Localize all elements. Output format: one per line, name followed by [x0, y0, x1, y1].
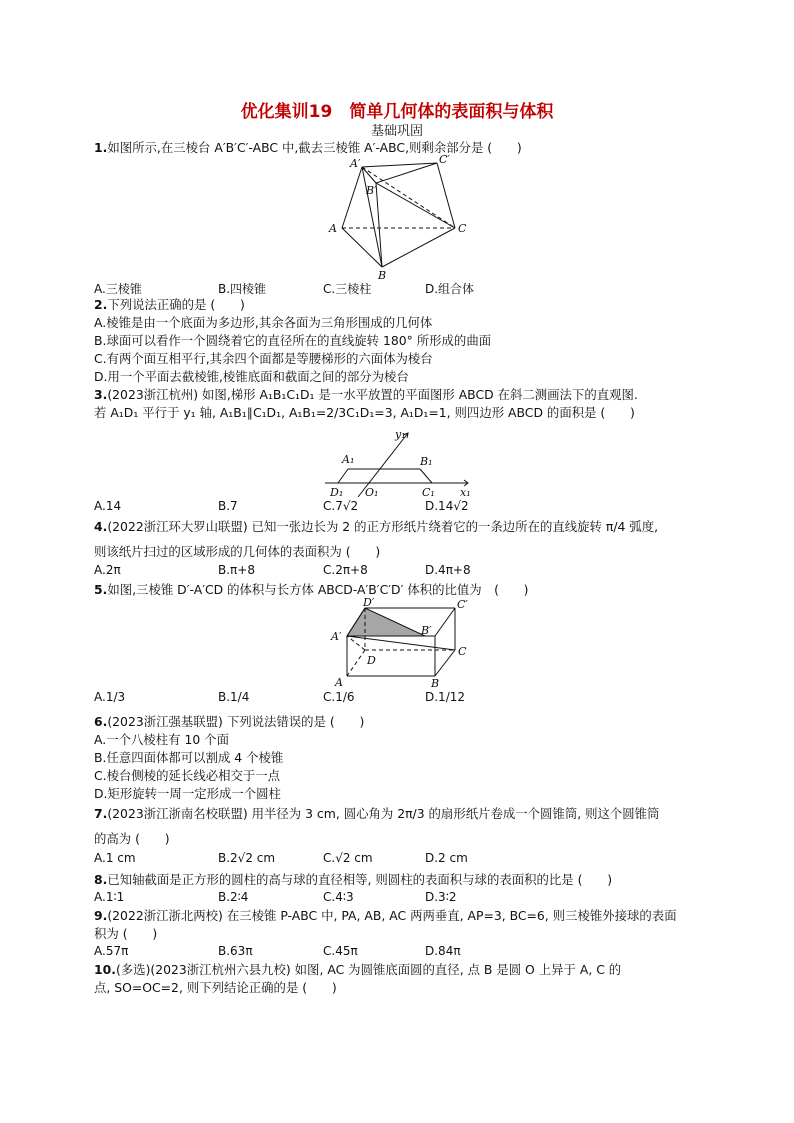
- option-b[interactable]: B.π+8: [218, 563, 255, 577]
- option-d[interactable]: D.2 cm: [425, 851, 468, 865]
- fig1-label: A: [329, 222, 337, 235]
- fig1-label: C: [458, 222, 467, 235]
- question-2-stem: [94, 297, 245, 313]
- option-d[interactable]: D.3∶2: [425, 890, 457, 904]
- statement-c: C.棱台侧棱的延长线必相交于一点: [94, 768, 281, 783]
- question-number: 1.: [94, 140, 108, 155]
- option-b[interactable]: B.7: [218, 499, 238, 513]
- question-3-stem-cont: 若 A₁D₁ 平行于 y₁ 轴, A₁B₁∥C₁D₁, A₁B₁=2/3C₁D₁=3, A₁D₁=1, 则四边形 ABCD 的面积是 ( ): [94, 405, 635, 420]
- section-subtitle: 基础巩固: [370, 124, 423, 139]
- page-title: 优化集训19 简单几何体的表面积与体积: [240, 102, 554, 122]
- question-text: 如图,三棱锥 D′-A′CD 的体积与长方体 ABCD-A′B′C′D′ 体积的比值为 ( ): [107, 582, 529, 597]
- question-4-options: [94, 563, 714, 579]
- question-number: 2.: [94, 297, 108, 312]
- option-c[interactable]: C.45π: [323, 944, 358, 958]
- question-6-stem: [94, 714, 364, 730]
- fig1-label: A′: [350, 157, 361, 170]
- question-number: 4.: [94, 519, 108, 534]
- fig3-label: D₁: [330, 486, 344, 499]
- fig3-label: y₁: [395, 428, 406, 441]
- option-b[interactable]: B.1/4: [218, 690, 250, 704]
- question-10-stem: [94, 962, 621, 978]
- question-8-options: [94, 890, 714, 906]
- statement-a: A.棱锥是由一个底面为多边形,其余各面为三角形围成的几何体: [94, 315, 433, 330]
- option-d[interactable]: D.84π: [425, 944, 461, 958]
- question-7-options: [94, 851, 714, 867]
- question-9-stem: [94, 908, 677, 924]
- question-7-stem-cont: 的高为 ( ): [94, 831, 170, 846]
- option-c[interactable]: C.1/6: [323, 690, 355, 704]
- statement-d: D.用一个平面去截棱锥,棱锥底面和截面之间的部分为棱台: [94, 369, 409, 384]
- fig5-label: C: [458, 645, 467, 658]
- figure-cuboid: [325, 598, 475, 688]
- option-b[interactable]: B.2√2 cm: [218, 851, 276, 865]
- question-number: 7.: [94, 806, 108, 821]
- question-number: 5.: [94, 582, 108, 597]
- question-text: (2023浙江杭州) 如图,梯形 A₁B₁C₁D₁ 是一水平放置的平面图形 ABCD 在斜二测画法下的直观图.: [107, 387, 638, 402]
- option-c[interactable]: C.√2 cm: [323, 851, 373, 865]
- fig3-label: x₁: [460, 486, 471, 499]
- option-a[interactable]: A.1/3: [94, 690, 126, 704]
- option-b[interactable]: B.四棱锥: [218, 282, 267, 296]
- fig5-label: D′: [363, 596, 375, 609]
- fig1-label: B: [378, 269, 387, 282]
- question-3-stem: [94, 387, 638, 403]
- question-text: 已知轴截面是正方形的圆柱的高与球的直径相等, 则圆柱的表面积与球的表面积的比是 ( ): [107, 872, 613, 887]
- figure-trapezoid: [320, 425, 480, 497]
- option-a[interactable]: A.1∶1: [94, 890, 125, 904]
- option-a[interactable]: A.1 cm: [94, 851, 136, 865]
- option-a[interactable]: A.三棱锥: [94, 282, 142, 296]
- question-8-stem: [94, 872, 612, 888]
- option-c[interactable]: C.7√2: [323, 499, 359, 513]
- option-c[interactable]: C.2π+8: [323, 563, 368, 577]
- statement-a: A.一个八棱柱有 10 个面: [94, 732, 229, 747]
- question-text: (2022浙江环大罗山联盟) 已知一张边长为 2 的正方形纸片绕着它的一条边所在的直线旋转 π/4 弧度,: [107, 519, 659, 534]
- option-a[interactable]: A.14: [94, 499, 122, 513]
- question-text: 如图所示,在三棱台 A′B′C′-ABC 中,截去三棱锥 A′-ABC,则剩余部分是 ( ): [107, 140, 522, 155]
- fig3-label: A₁: [342, 453, 355, 466]
- fig1-label: C′: [439, 153, 450, 166]
- question-text: (2022浙江浙北两校) 在三棱锥 P-ABC 中, PA, AB, AC 两两垂直, AP=3, BC=6, 则三棱锥外接球的表面: [107, 908, 677, 923]
- question-number: 10.: [94, 962, 116, 977]
- question-text: (2023浙江强基联盟) 下列说法错误的是 ( ): [107, 714, 365, 729]
- fig5-label: C′: [457, 598, 468, 611]
- question-text: (多选)(2023浙江杭州六县九校) 如图, AC 为圆锥底面圆的直径, 点 B 是圆 O 上异于 A, C 的: [115, 962, 622, 977]
- statement-b: B.球面可以看作一个圆绕着它的直径所在的直线旋转 180° 所形成的曲面: [94, 333, 492, 348]
- fig3-label: C₁: [422, 486, 435, 499]
- option-b[interactable]: B.2∶4: [218, 890, 249, 904]
- fig5-label: B′: [421, 624, 432, 637]
- option-d[interactable]: D.4π+8: [425, 563, 471, 577]
- option-b[interactable]: B.63π: [218, 944, 253, 958]
- question-4-stem: [94, 519, 658, 535]
- statement-b: B.任意四面体都可以割成 4 个棱锥: [94, 750, 284, 765]
- question-1-options: [94, 280, 714, 296]
- question-number: 8.: [94, 872, 108, 887]
- option-a[interactable]: A.2π: [94, 563, 121, 577]
- question-text: (2023浙江浙南名校联盟) 用半径为 3 cm, 圆心角为 2π/3 的扇形纸片卷成一个圆锥筒, 则这个圆锥筒: [107, 806, 660, 821]
- question-1-stem: [94, 140, 522, 156]
- question-number: 9.: [94, 908, 108, 923]
- shaded-face: [347, 608, 425, 636]
- figure-frustum: [320, 155, 470, 280]
- option-a[interactable]: A.57π: [94, 944, 129, 958]
- statement-d: D.矩形旋转一周一定形成一个圆柱: [94, 786, 281, 801]
- fig3-label: O₁: [365, 486, 379, 499]
- question-number: 3.: [94, 387, 108, 402]
- option-d[interactable]: D.14√2: [425, 499, 469, 513]
- fig5-label: D: [367, 654, 376, 667]
- question-3-options: [94, 499, 714, 515]
- fig5-label: A′: [331, 630, 342, 643]
- option-c[interactable]: C.三棱柱: [323, 282, 372, 296]
- fig5-label: B: [431, 677, 440, 690]
- option-c[interactable]: C.4∶3: [323, 890, 354, 904]
- question-5-options: [94, 690, 714, 706]
- question-9-options: [94, 944, 714, 960]
- fig3-label: B₁: [420, 455, 433, 468]
- question-10-stem-cont: 点, SO=OC=2, 则下列结论正确的是 ( ): [94, 980, 337, 995]
- question-text: 下列说法正确的是 ( ): [107, 297, 245, 312]
- question-4-stem-cont: 则该纸片扫过的区域形成的几何体的表面积为 ( ): [94, 544, 381, 559]
- option-d[interactable]: D.组合体: [425, 282, 475, 296]
- fig5-label: A: [335, 676, 343, 689]
- option-d[interactable]: D.1/12: [425, 690, 466, 704]
- fig1-label: B′: [366, 184, 377, 197]
- question-5-stem: [94, 582, 529, 598]
- question-9-stem-cont: 积为 ( ): [94, 926, 158, 941]
- question-number: 6.: [94, 714, 108, 729]
- question-7-stem: [94, 806, 659, 822]
- statement-c: C.有两个面互相平行,其余四个面都是等腰梯形的六面体为棱台: [94, 351, 433, 366]
